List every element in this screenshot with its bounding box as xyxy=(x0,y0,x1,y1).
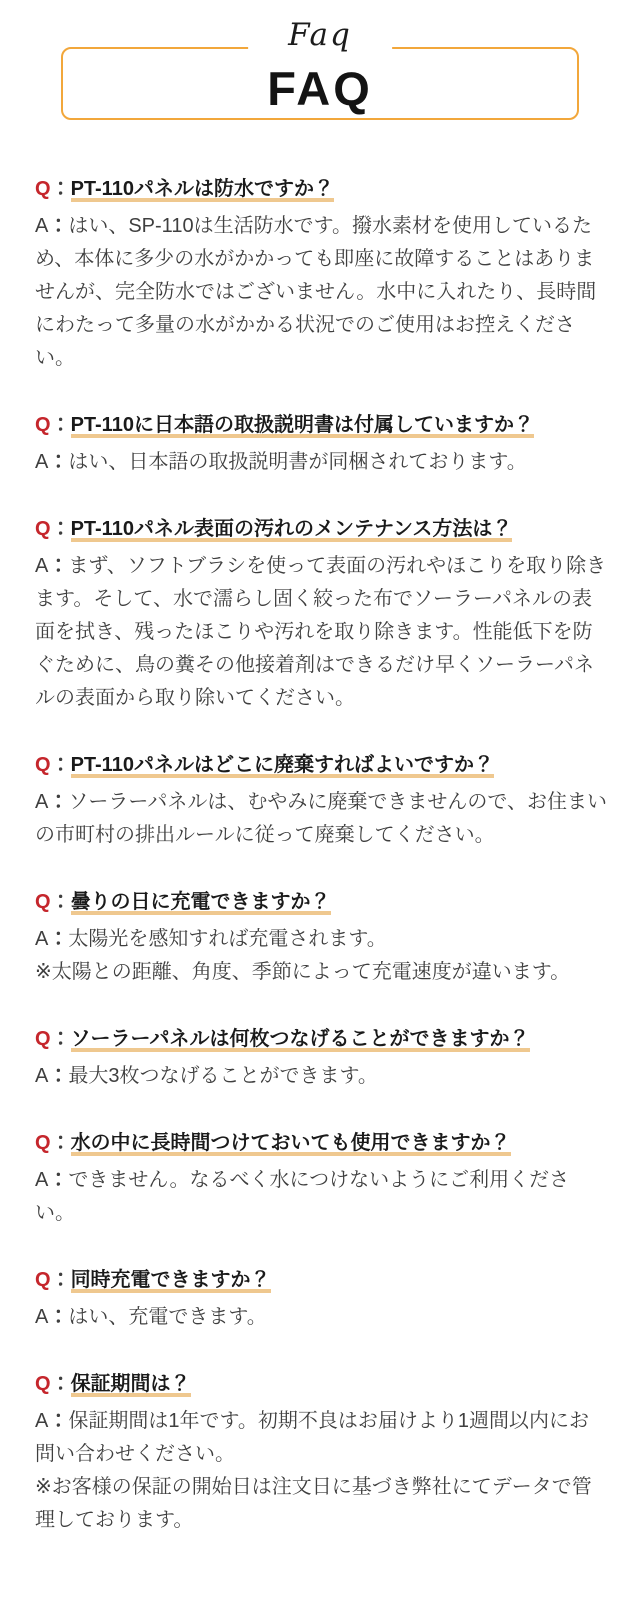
question-colon: ： xyxy=(50,754,71,776)
question-text: 保証期間は？ xyxy=(70,1373,191,1395)
answer-colon: ： xyxy=(48,215,69,237)
question-prefix: Q xyxy=(35,414,51,436)
question-text: 曇りの日に充電できますか？ xyxy=(70,891,331,913)
faq-question xyxy=(35,412,607,439)
question-colon: ： xyxy=(50,518,71,540)
question-text: PT-110に日本語の取扱説明書は付属していますか？ xyxy=(70,414,534,436)
faq-item xyxy=(35,1130,607,1230)
question-colon: ： xyxy=(50,1269,71,1291)
faq-question xyxy=(35,889,607,916)
answer-prefix: A xyxy=(35,215,49,237)
answer-text: まず、ソフトブラシを使って表面の汚れやほこりを取り除きます。そして、水で濡らし固く絞った布でソーラーパネルの表面を拭き、残ったほこりや汚れを取り除きます。性能低下を防ぐために、鳥の糞その他接着剤はできるだけ早くソーラーパネルの表面から取り除いてください。 xyxy=(35,555,607,709)
question-prefix: Q xyxy=(35,1269,51,1291)
answer-colon: ： xyxy=(48,1410,69,1432)
question-text: 同時充電できますか？ xyxy=(70,1269,271,1291)
question-text: PT-110パネルは防水ですか？ xyxy=(70,178,334,200)
question-prefix: Q xyxy=(35,754,51,776)
answer-colon: ： xyxy=(48,451,69,473)
faq-item xyxy=(35,1026,607,1093)
answer-colon: ： xyxy=(48,791,69,813)
faq-note: ※太陽との距離、角度、季節によって充電速度が違います。 xyxy=(35,961,571,983)
answer-text: はい、日本語の取扱説明書が同梱されております。 xyxy=(68,451,527,473)
faq-item xyxy=(35,1267,607,1334)
answer-prefix: A xyxy=(35,1065,49,1087)
answer-text: 保証期間は1年です。初期不良はお届けより1週間以内にお問い合わせください。 xyxy=(35,1410,589,1465)
question-prefix: Q xyxy=(35,178,51,200)
question-prefix: Q xyxy=(35,1132,51,1154)
page-title: FAQ xyxy=(267,62,373,115)
faq-answer xyxy=(35,1405,607,1471)
question-text: ソーラーパネルは何枚つなげることができますか？ xyxy=(70,1028,530,1050)
answer-text: できません。なるべく水につけないようにご利用ください。 xyxy=(35,1169,570,1224)
faq-item xyxy=(35,412,607,479)
answer-text: 最大3枚つなげることができます。 xyxy=(68,1065,378,1087)
question-colon: ： xyxy=(50,1132,71,1154)
faq-title-box xyxy=(61,17,579,120)
faq-answer xyxy=(35,786,607,852)
answer-text: はい、SP-110は生活防水です。撥水素材を使用しているため、本体に多少の水がかかっても即座に故障することはありませんが、完全防水ではございません。水中に入れたり、長時間にわたって多量の水がかかる状況でのご使用はお控えください。 xyxy=(35,215,597,369)
question-colon: ： xyxy=(50,178,71,200)
answer-colon: ： xyxy=(48,1169,69,1191)
faq-answer xyxy=(35,1164,607,1230)
faq-item xyxy=(35,176,607,375)
faq-question xyxy=(35,1371,607,1398)
faq-answer xyxy=(35,446,607,479)
faq-item xyxy=(35,1371,607,1537)
faq-item xyxy=(35,516,607,715)
faq-script-label: Faq xyxy=(248,11,392,61)
faq-item xyxy=(35,752,607,852)
faq-answer xyxy=(35,1301,607,1334)
question-prefix: Q xyxy=(35,518,51,540)
answer-text: 太陽光を感知すれば充電されます。 xyxy=(68,928,387,950)
question-text: 水の中に長時間つけておいても使用できますか？ xyxy=(70,1132,511,1154)
answer-colon: ： xyxy=(48,1065,69,1087)
answer-prefix: A xyxy=(35,1169,49,1191)
answer-colon: ： xyxy=(48,555,69,577)
question-prefix: Q xyxy=(35,1373,51,1395)
faq-question xyxy=(35,752,607,779)
answer-prefix: A xyxy=(35,1410,49,1432)
faq-answer xyxy=(35,210,607,375)
answer-prefix: A xyxy=(35,1306,49,1328)
faq-answer xyxy=(35,923,607,956)
faq-question xyxy=(35,1026,607,1053)
answer-colon: ： xyxy=(48,1306,69,1328)
answer-prefix: A xyxy=(35,791,49,813)
question-prefix: Q xyxy=(35,1028,51,1050)
answer-text: はい、充電できます。 xyxy=(68,1306,267,1328)
faq-answer xyxy=(35,1060,607,1093)
faq-question xyxy=(35,516,607,543)
question-text: PT-110パネル表面の汚れのメンテナンス方法は？ xyxy=(70,518,513,540)
faq-list xyxy=(0,120,640,1614)
answer-prefix: A xyxy=(35,555,49,577)
question-colon: ： xyxy=(50,1028,71,1050)
faq-header xyxy=(0,0,640,120)
faq-answer xyxy=(35,550,607,715)
question-prefix: Q xyxy=(35,891,51,913)
faq-item xyxy=(35,889,607,989)
question-colon: ： xyxy=(50,414,71,436)
question-colon: ： xyxy=(50,1373,71,1395)
answer-text: ソーラーパネルは、むやみに廃棄できませんので、お住まいの市町村の排出ルールに従って廃棄してください。 xyxy=(35,791,607,846)
answer-colon: ： xyxy=(48,928,69,950)
answer-prefix: A xyxy=(35,451,49,473)
question-colon: ： xyxy=(50,891,71,913)
faq-question xyxy=(35,1130,607,1157)
faq-question xyxy=(35,176,607,203)
faq-note: ※お客様の保証の開始日は注文日に基づき弊社にてデータで管理しております。 xyxy=(35,1476,592,1531)
question-text: PT-110パネルはどこに廃棄すればよいですか？ xyxy=(70,754,494,776)
faq-question xyxy=(35,1267,607,1294)
answer-prefix: A xyxy=(35,928,49,950)
